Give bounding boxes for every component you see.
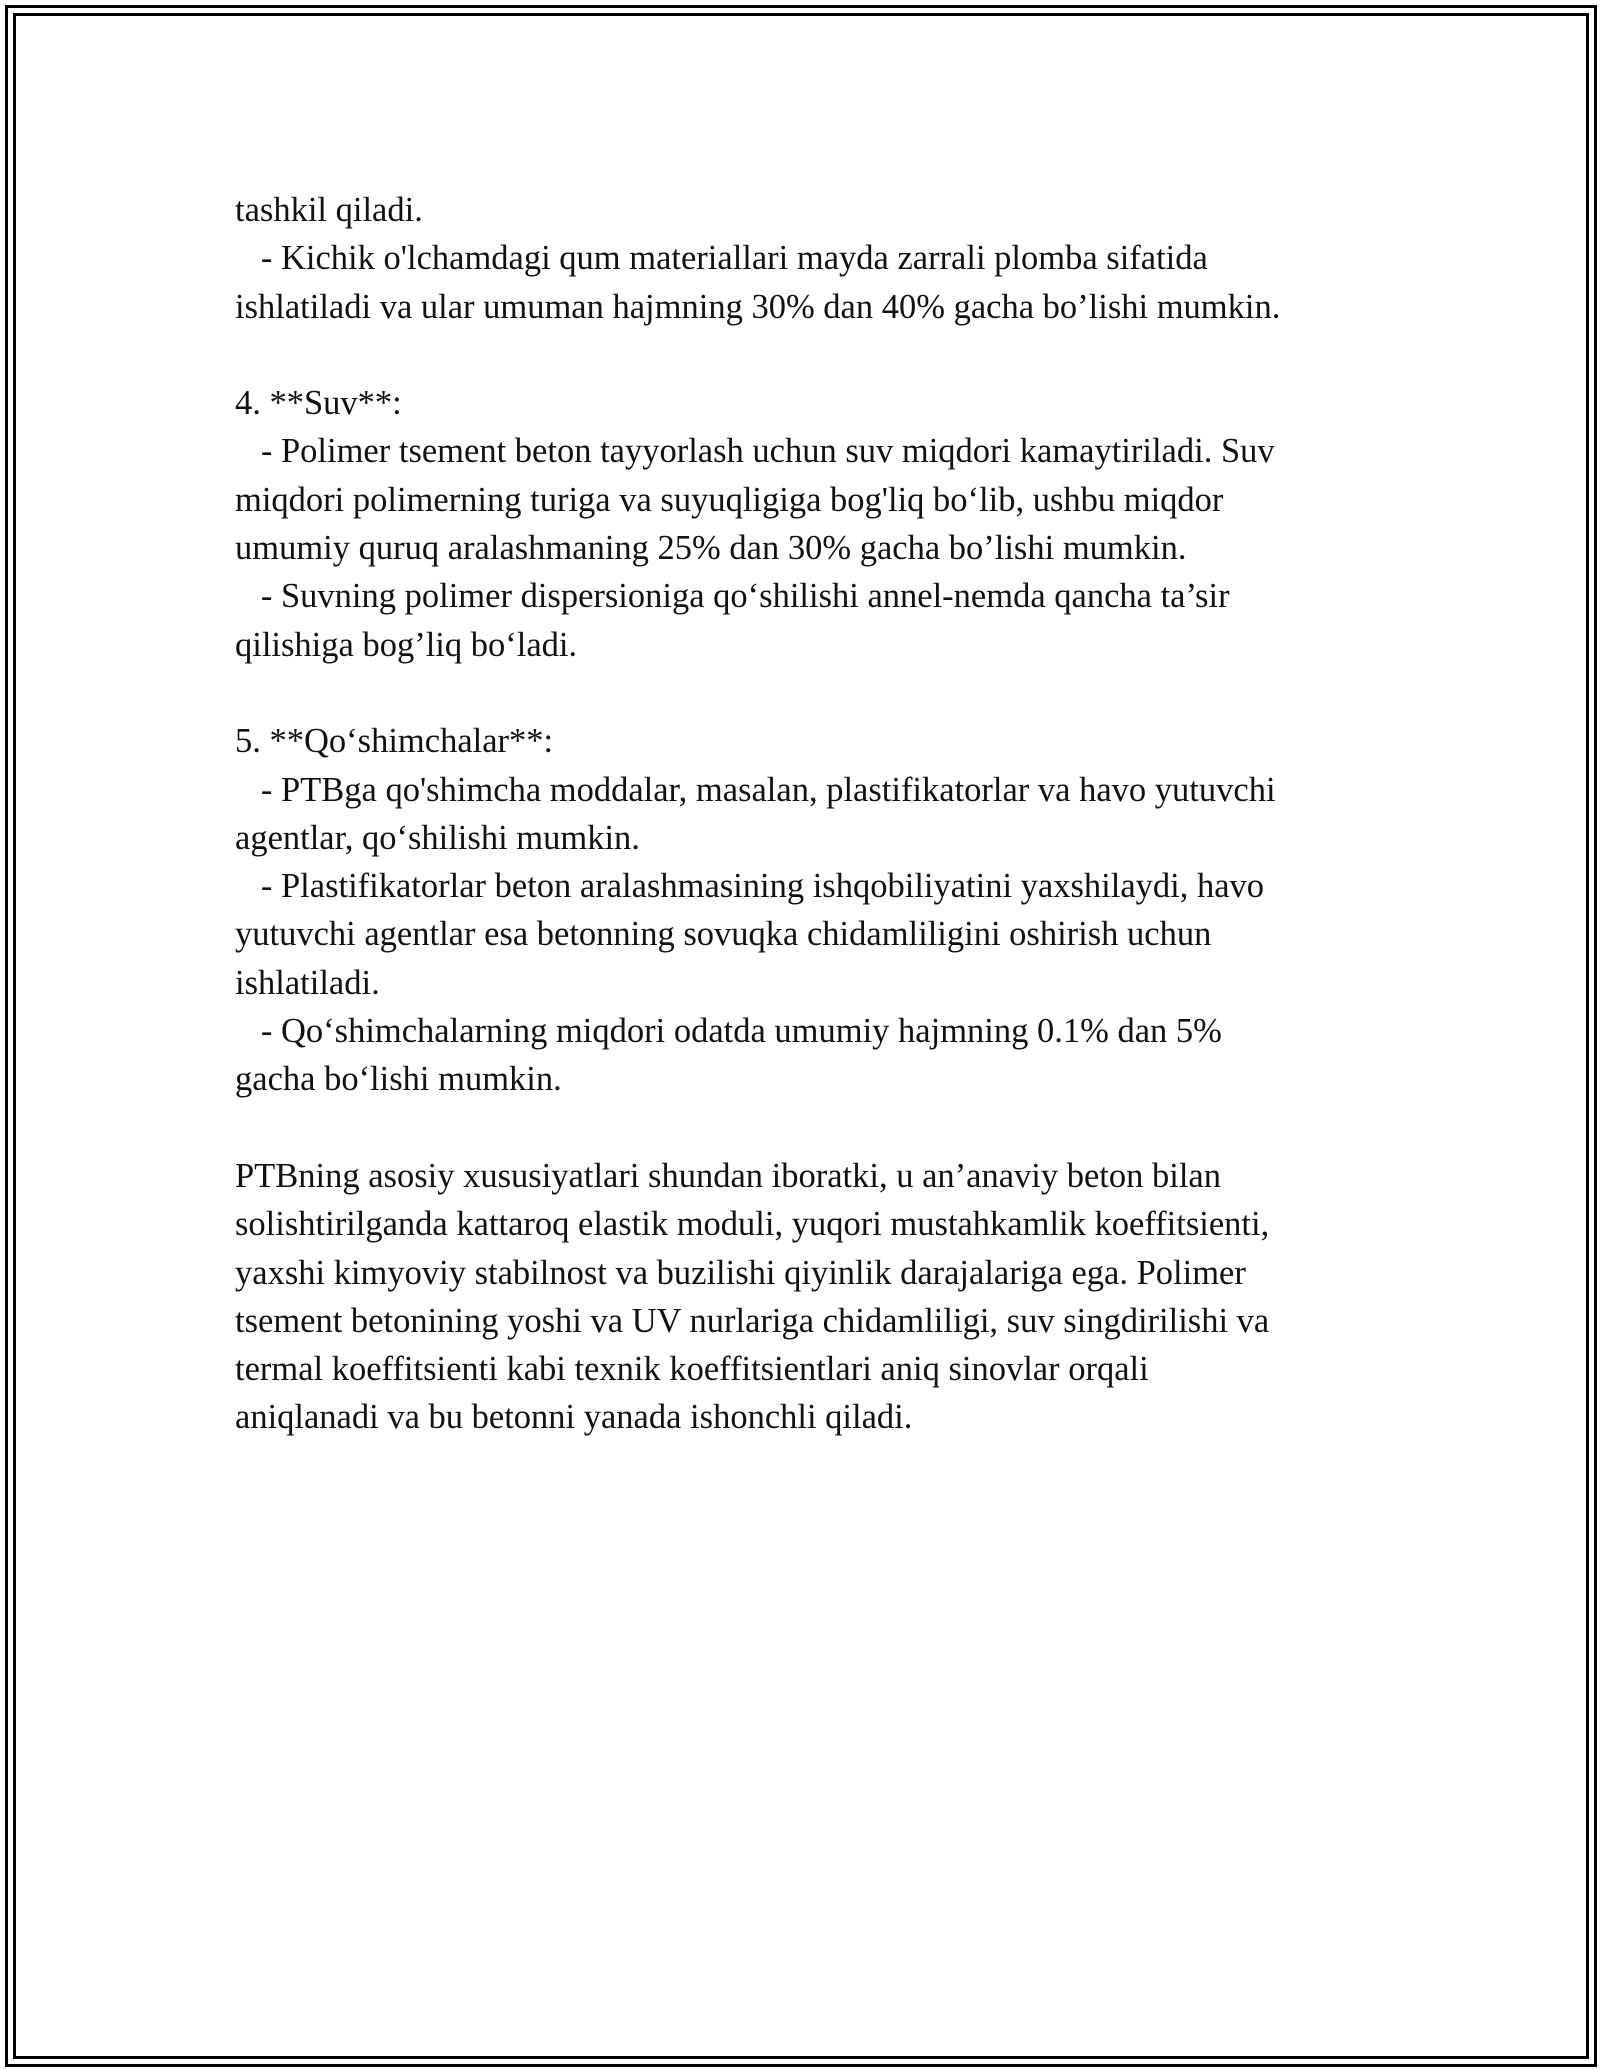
text-line: tashkil qiladi.: [235, 191, 423, 229]
text-line: yutuvchi agentlar esa betonning sovuqka chidamliligini oshirish uchun: [235, 915, 1212, 954]
text-line: gacha bo‘lishi mumkin.: [235, 1060, 562, 1099]
section-heading-additives: 5. **Qo‘shimchalar**:: [235, 722, 554, 761]
bullet-line: - Plastifikatorlar beton aralashmasining ishqobiliyatini yaxshilaydi, havo: [235, 867, 1265, 906]
summary-paragraph-line: aniqlanadi va bu betonni yanada ishonchli qiladi.: [235, 1398, 913, 1437]
text-line: miqdori polimerning turiga va suyuqligiga bog'liq bo‘lib, ushbu miqdor: [235, 480, 1224, 519]
bullet-line: - Kichik o'lchamdagi qum materiallari mayda zarrali plomba sifatida: [235, 239, 1208, 278]
section-heading-water: 4. **Suv**:: [235, 384, 402, 423]
bullet-line: - Qo‘shimchalarning miqdori odatda umumiy hajmning 0.1% dan 5%: [235, 1012, 1222, 1051]
document-body: [235, 186, 1365, 1442]
text-line: ishlatiladi va ular umuman hajmning 30% dan 40% gacha bo’lishi mumkin.: [235, 287, 1281, 326]
summary-paragraph-line: PTBning asosiy xususiyatlari shundan iboratki, u an’anaviy beton bilan: [235, 1156, 1221, 1195]
text-line: ishlatiladi.: [235, 963, 380, 1002]
text-line: qilishiga bog’liq bo‘ladi.: [235, 625, 578, 664]
text-line: agentlar, qo‘shilishi mumkin.: [235, 818, 640, 857]
summary-paragraph-line: tsement betonining yoshi va UV nurlariga chidamliligi, suv singdirilishi va: [235, 1301, 1270, 1340]
summary-paragraph-line: yaxshi kimyoviy stabilnost va buzilishi qiyinlik darajalariga ega. Polimer: [235, 1253, 1246, 1292]
bullet-line: - Suvning polimer dispersioniga qo‘shilishi annel-nemda qancha ta’sir: [235, 577, 1230, 616]
summary-paragraph-line: solishtirilganda kattaroq elastik moduli, yuqori mustahkamlik koeffitsienti,: [235, 1205, 1270, 1244]
bullet-line: - Polimer tsement beton tayyorlash uchun suv miqdori kamaytiriladi. Suv: [235, 432, 1275, 471]
paragraph-gap: [235, 1104, 1365, 1152]
paragraph-gap: [235, 669, 1365, 717]
bullet-line: - PTBga qo'shimcha moddalar, masalan, plastifikatorlar va havo yutuvchi: [235, 770, 1276, 809]
summary-paragraph-line: termal koeffitsienti kabi texnik koeffitsientlari aniq sinovlar orqali: [235, 1350, 1149, 1389]
paragraph-gap: [235, 331, 1365, 379]
text-line: umumiy quruq aralashmaning 25% dan 30% gacha bo’lishi mumkin.: [235, 529, 1187, 568]
